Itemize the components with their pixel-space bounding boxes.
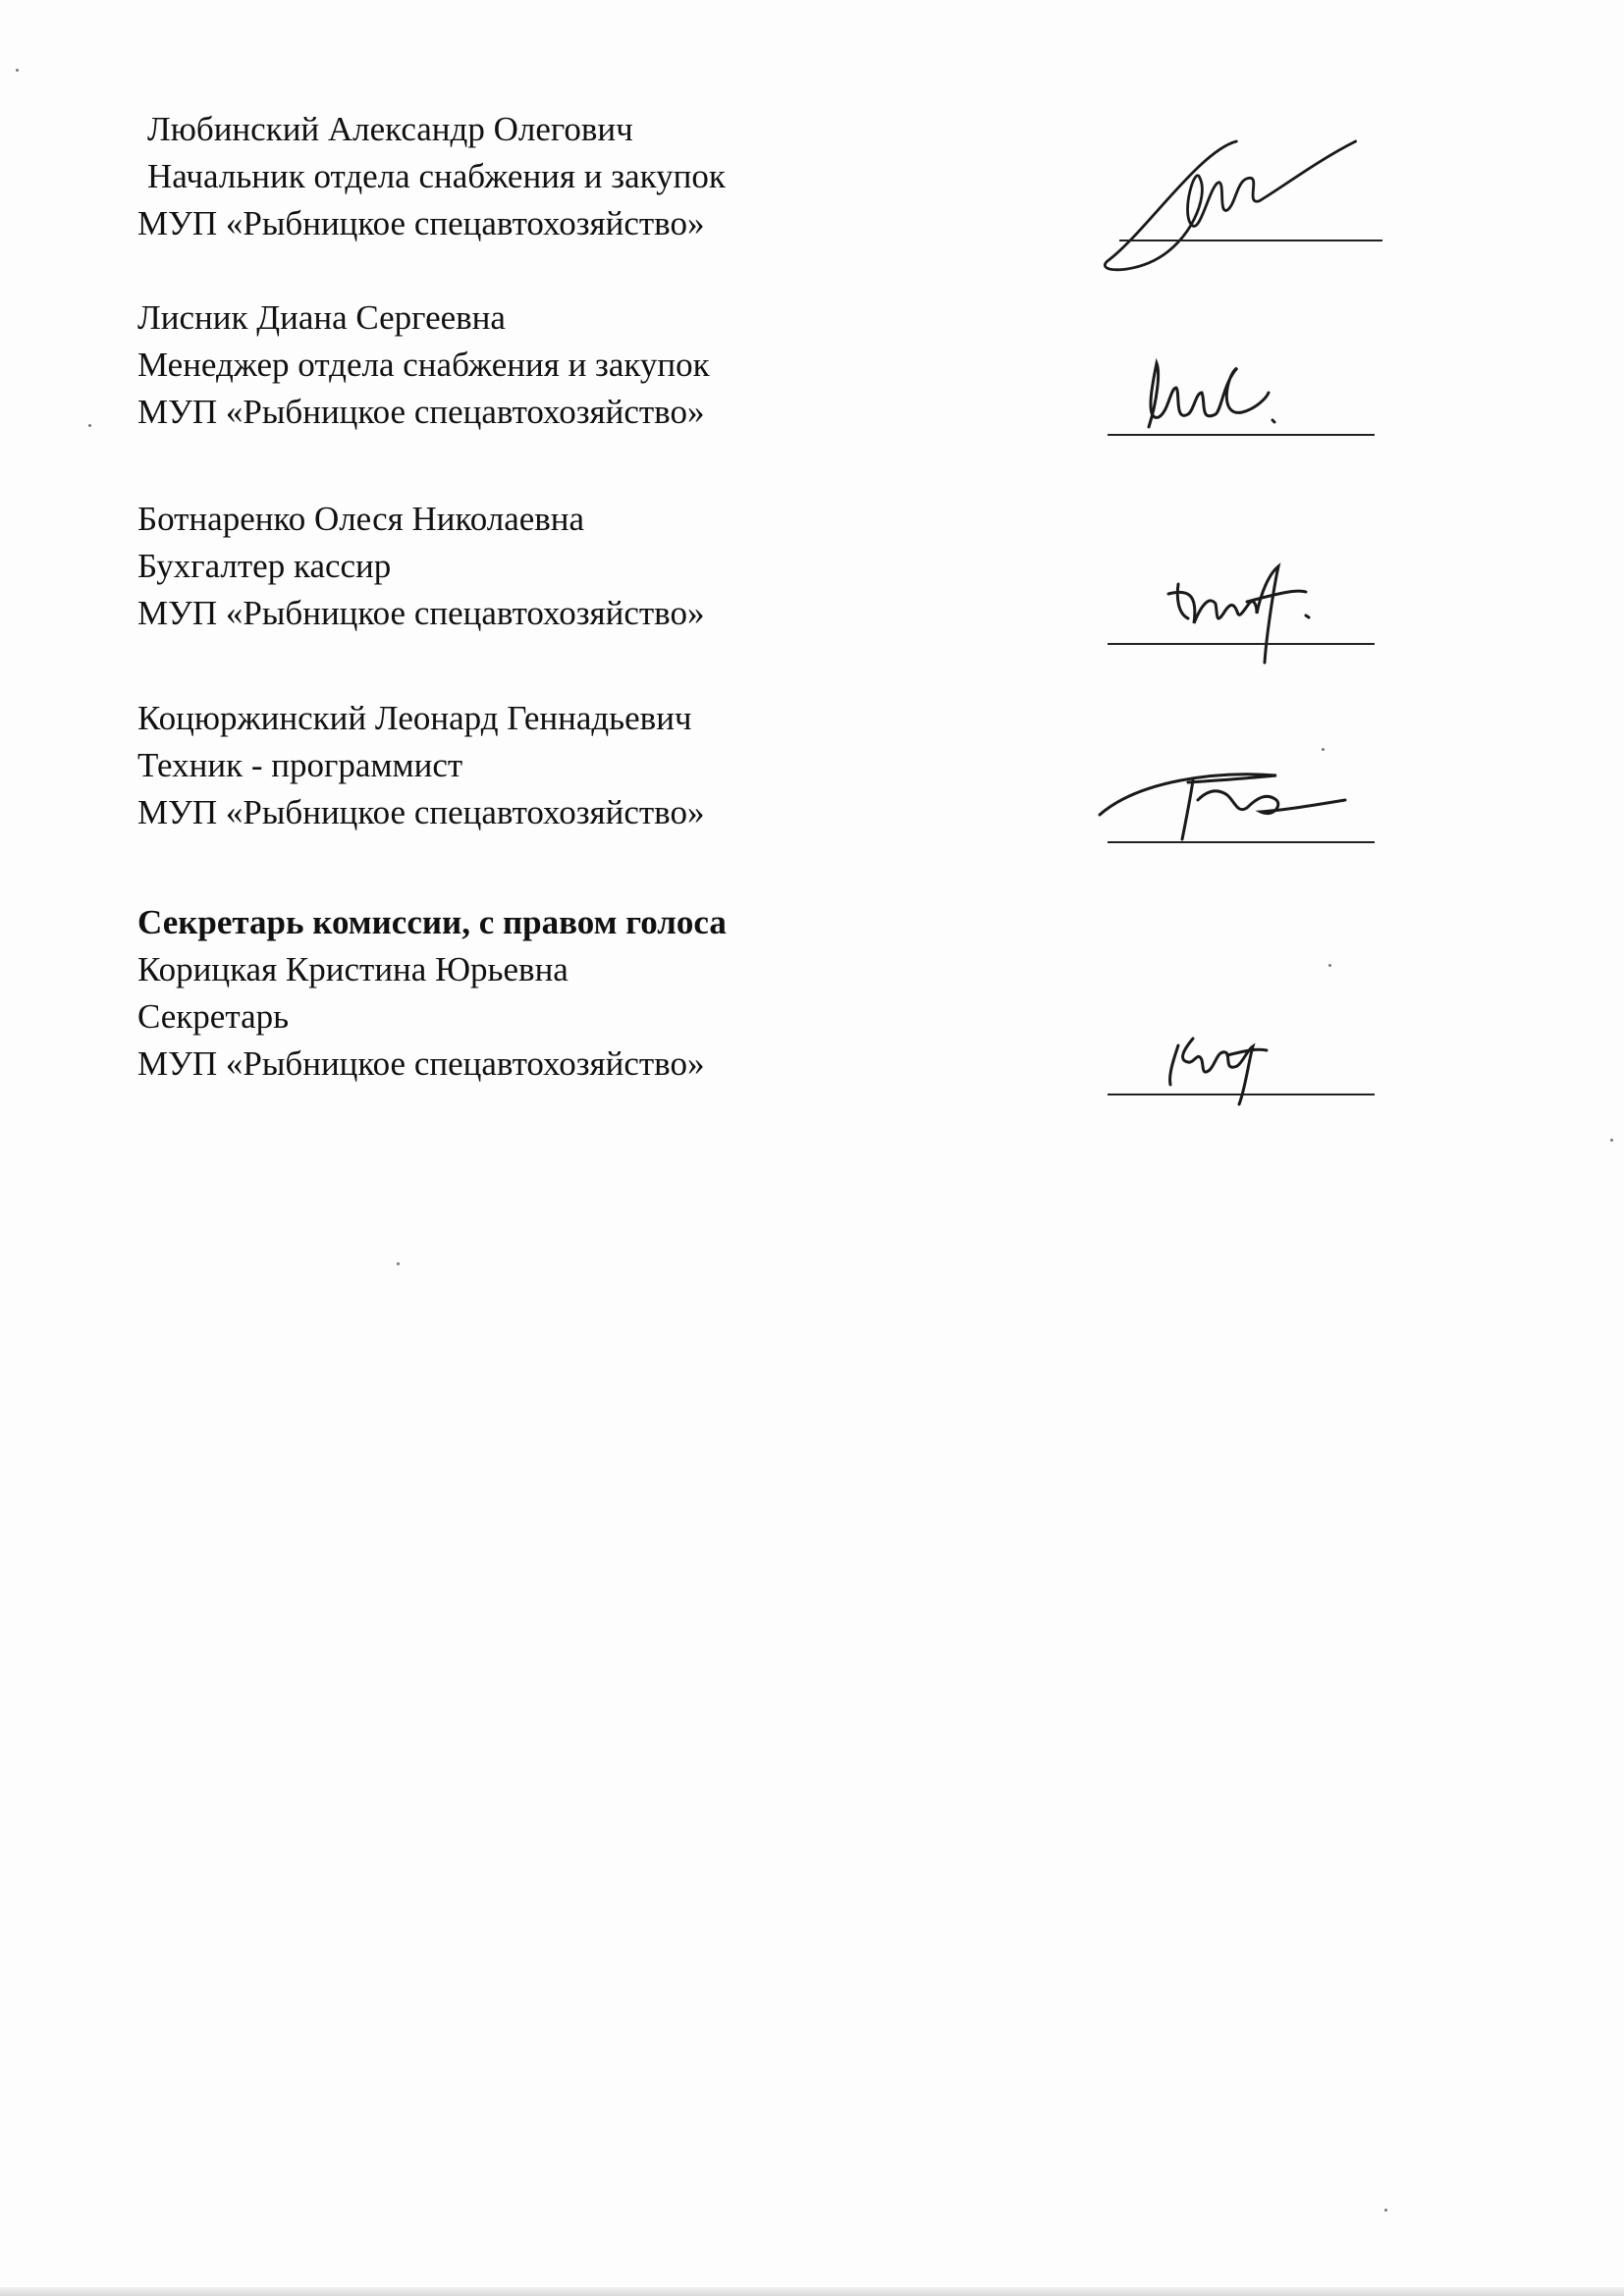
signature-scribble-3 — [1100, 535, 1375, 692]
signature-line-3 — [1108, 643, 1375, 645]
member-organization: МУП «Рыбницкое спецавтохозяйство» — [137, 204, 705, 242]
signature-line-5 — [1108, 1094, 1375, 1095]
scan-speck — [88, 424, 91, 427]
signature-scribble-1 — [1090, 118, 1365, 275]
scan-bottom-edge — [0, 2287, 1624, 2296]
member-organization: МУП «Рыбницкое спецавтохозяйство» — [137, 393, 705, 431]
scan-speck — [1322, 748, 1325, 751]
scan-speck — [1328, 964, 1331, 967]
signature-2 — [1100, 334, 1375, 491]
member-position: Техник - программист — [137, 746, 463, 784]
member-position: Начальник отдела снабжения и закупок — [147, 157, 726, 195]
scan-speck — [16, 69, 19, 72]
secretary-position: Секретарь — [137, 997, 290, 1036]
signature-scribble-4 — [1100, 741, 1375, 898]
scan-speck — [397, 1262, 400, 1265]
signature-1 — [1090, 118, 1384, 275]
signature-3 — [1100, 535, 1375, 692]
secretary-role-heading: Секретарь комиссии, с правом голоса — [137, 903, 727, 941]
member-name: Лисник Диана Сергеевна — [137, 298, 506, 337]
member-position: Бухгалтер кассир — [137, 547, 392, 585]
signature-5 — [1100, 991, 1375, 1148]
signature-line-1 — [1119, 240, 1382, 241]
signature-scribble-5 — [1100, 991, 1375, 1148]
signature-scribble-2 — [1100, 334, 1375, 491]
secretary-name: Корицкая Кристина Юрьевна — [137, 950, 568, 988]
scan-speck — [1610, 1139, 1613, 1142]
scan-speck — [1384, 2209, 1387, 2212]
member-name: Коцюржинский Леонард Геннадьевич — [137, 699, 692, 737]
member-name: Любинский Александр Олегович — [147, 110, 633, 148]
member-position: Менеджер отдела снабжения и закупок — [137, 346, 710, 384]
signature-line-2 — [1108, 434, 1375, 436]
secretary-organization: МУП «Рыбницкое спецавтохозяйство» — [137, 1044, 705, 1083]
signature-line-4 — [1108, 841, 1375, 843]
member-organization: МУП «Рыбницкое спецавтохозяйство» — [137, 793, 705, 831]
member-name: Ботнаренко Олеся Николаевна — [137, 500, 585, 538]
member-organization: МУП «Рыбницкое спецавтохозяйство» — [137, 594, 705, 632]
signature-4 — [1100, 741, 1375, 898]
